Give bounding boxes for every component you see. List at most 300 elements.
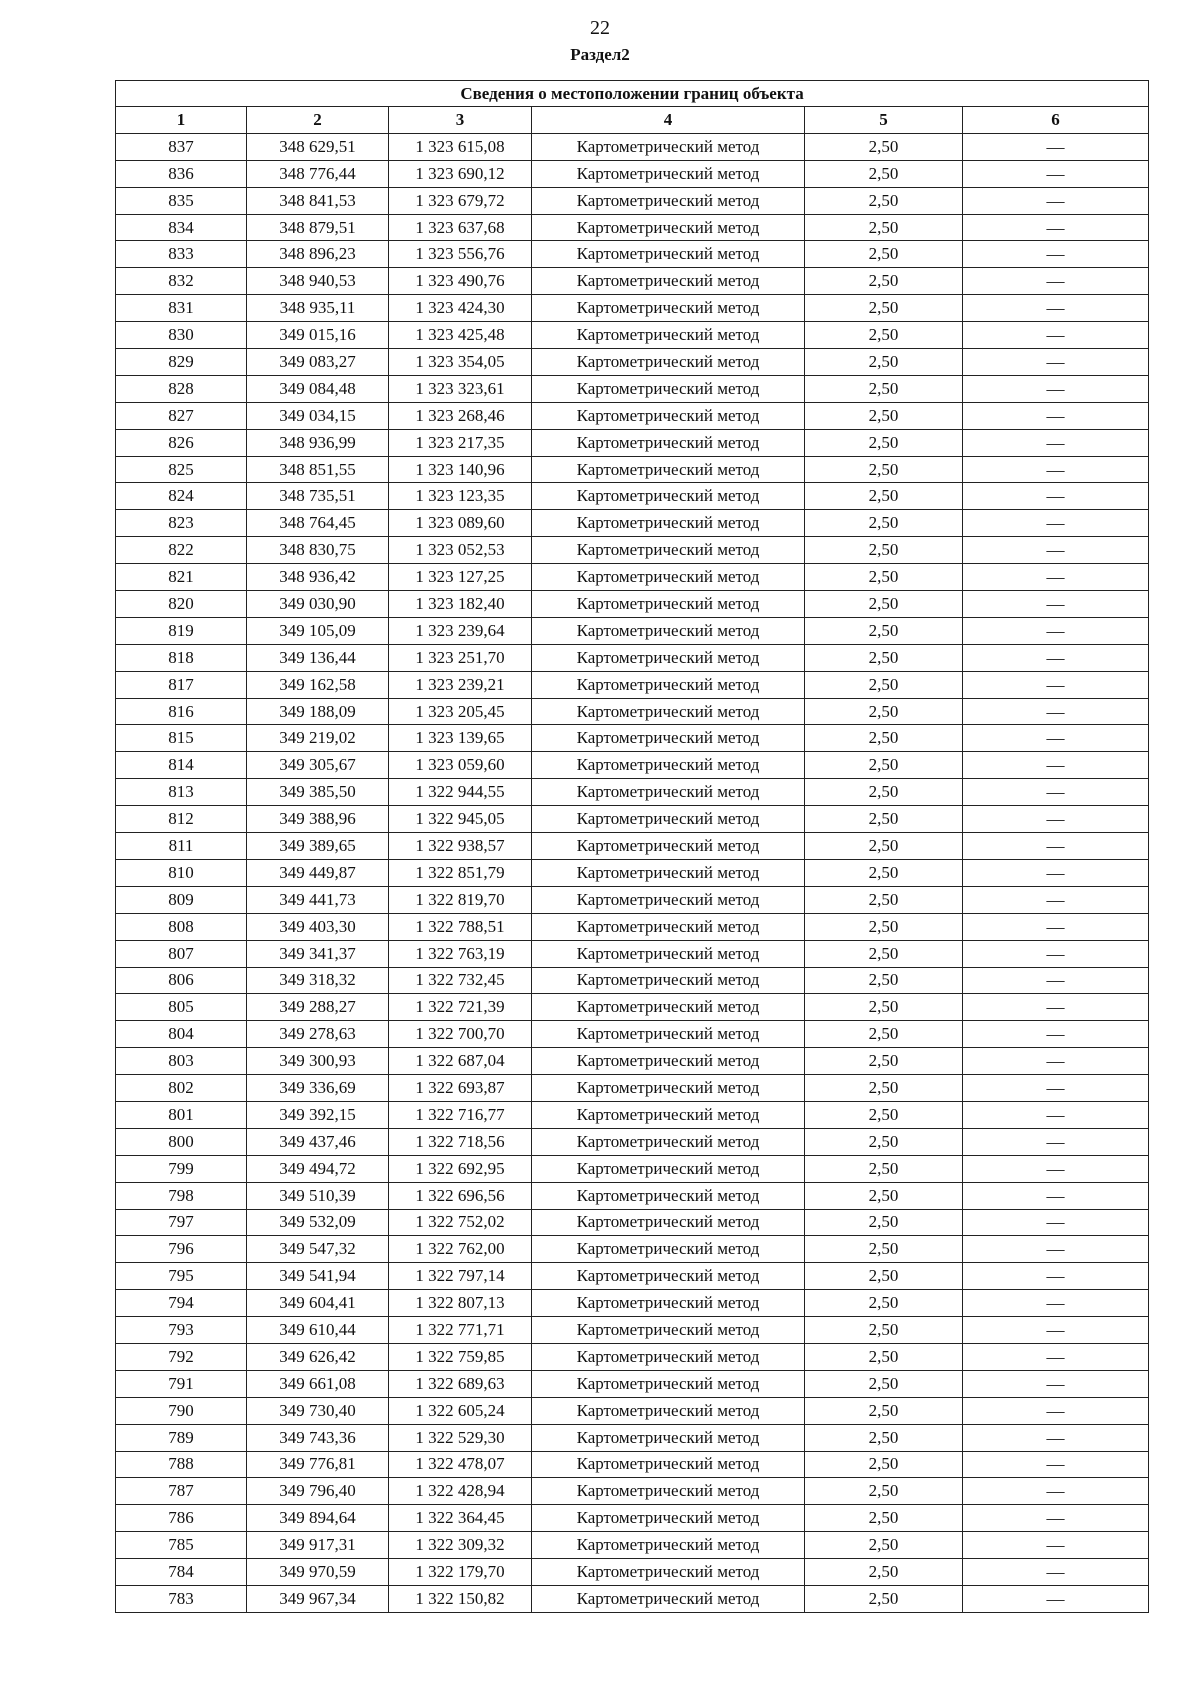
- coordinate-x-cell: 348 879,51: [247, 214, 389, 241]
- table-row: [116, 1397, 1149, 1424]
- coordinate-y-cell: 1 323 239,64: [389, 617, 532, 644]
- point-number-cell: 817: [116, 671, 247, 698]
- table-row: [116, 133, 1149, 160]
- accuracy-cell: 2,50: [805, 1532, 963, 1559]
- coordinate-y-cell: 1 323 239,21: [389, 671, 532, 698]
- method-cell: Картометрический метод: [532, 1182, 805, 1209]
- table-row: [116, 671, 1149, 698]
- coordinate-y-cell: 1 322 696,56: [389, 1182, 532, 1209]
- coordinate-y-cell: 1 323 089,60: [389, 510, 532, 537]
- table-row: [116, 1101, 1149, 1128]
- table-header-row: [116, 107, 1149, 134]
- column-header: 4: [532, 107, 805, 134]
- point-number-cell: 811: [116, 833, 247, 860]
- accuracy-cell: 2,50: [805, 967, 963, 994]
- coordinate-y-cell: 1 322 763,19: [389, 940, 532, 967]
- coordinate-y-cell: 1 322 700,70: [389, 1021, 532, 1048]
- accuracy-cell: 2,50: [805, 1424, 963, 1451]
- accuracy-cell: 2,50: [805, 564, 963, 591]
- accuracy-cell: 2,50: [805, 187, 963, 214]
- accuracy-cell: 2,50: [805, 752, 963, 779]
- description-cell: —: [963, 1128, 1149, 1155]
- method-cell: Картометрический метод: [532, 1451, 805, 1478]
- accuracy-cell: 2,50: [805, 1128, 963, 1155]
- coordinate-y-cell: 1 322 938,57: [389, 833, 532, 860]
- coordinate-x-cell: 349 894,64: [247, 1505, 389, 1532]
- description-cell: —: [963, 1075, 1149, 1102]
- method-cell: Картометрический метод: [532, 1048, 805, 1075]
- point-number-cell: 805: [116, 994, 247, 1021]
- coordinate-x-cell: 348 776,44: [247, 160, 389, 187]
- description-cell: —: [963, 322, 1149, 349]
- method-cell: Картометрический метод: [532, 591, 805, 618]
- method-cell: Картометрический метод: [532, 214, 805, 241]
- description-cell: —: [963, 1532, 1149, 1559]
- coordinate-x-cell: 349 403,30: [247, 913, 389, 940]
- point-number-cell: 816: [116, 698, 247, 725]
- coordinate-y-cell: 1 323 637,68: [389, 214, 532, 241]
- point-number-cell: 818: [116, 644, 247, 671]
- method-cell: Картометрический метод: [532, 671, 805, 698]
- accuracy-cell: 2,50: [805, 1209, 963, 1236]
- accuracy-cell: 2,50: [805, 1101, 963, 1128]
- table-row: [116, 349, 1149, 376]
- coordinate-y-cell: 1 323 127,25: [389, 564, 532, 591]
- description-cell: —: [963, 644, 1149, 671]
- description-cell: —: [963, 725, 1149, 752]
- coordinate-x-cell: 349 305,67: [247, 752, 389, 779]
- accuracy-cell: 2,50: [805, 537, 963, 564]
- accuracy-cell: 2,50: [805, 160, 963, 187]
- point-number-cell: 806: [116, 967, 247, 994]
- point-number-cell: 831: [116, 295, 247, 322]
- coordinate-x-cell: 348 851,55: [247, 456, 389, 483]
- table-row: [116, 940, 1149, 967]
- table-row: [116, 1370, 1149, 1397]
- method-cell: Картометрический метод: [532, 1532, 805, 1559]
- accuracy-cell: 2,50: [805, 510, 963, 537]
- point-number-cell: 833: [116, 241, 247, 268]
- coordinate-y-cell: 1 323 140,96: [389, 456, 532, 483]
- method-cell: Картометрический метод: [532, 1397, 805, 1424]
- method-cell: Картометрический метод: [532, 1317, 805, 1344]
- coordinate-x-cell: 348 841,53: [247, 187, 389, 214]
- coordinate-x-cell: 349 626,42: [247, 1343, 389, 1370]
- coordinate-y-cell: 1 323 059,60: [389, 752, 532, 779]
- table-row: [116, 833, 1149, 860]
- table-row: [116, 1343, 1149, 1370]
- coordinate-x-cell: 349 743,36: [247, 1424, 389, 1451]
- coordinate-x-cell: 349 532,09: [247, 1209, 389, 1236]
- coordinate-x-cell: 349 776,81: [247, 1451, 389, 1478]
- point-number-cell: 799: [116, 1155, 247, 1182]
- coordinate-y-cell: 1 322 693,87: [389, 1075, 532, 1102]
- coordinate-x-cell: 349 278,63: [247, 1021, 389, 1048]
- accuracy-cell: 2,50: [805, 671, 963, 698]
- point-number-cell: 830: [116, 322, 247, 349]
- method-cell: Картометрический метод: [532, 187, 805, 214]
- method-cell: Картометрический метод: [532, 564, 805, 591]
- point-number-cell: 789: [116, 1424, 247, 1451]
- coordinate-x-cell: 349 318,32: [247, 967, 389, 994]
- coordinate-y-cell: 1 322 605,24: [389, 1397, 532, 1424]
- coordinate-y-cell: 1 322 689,63: [389, 1370, 532, 1397]
- accuracy-cell: 2,50: [805, 214, 963, 241]
- accuracy-cell: 2,50: [805, 295, 963, 322]
- accuracy-cell: 2,50: [805, 913, 963, 940]
- coordinate-x-cell: 349 188,09: [247, 698, 389, 725]
- accuracy-cell: 2,50: [805, 456, 963, 483]
- table-row: [116, 967, 1149, 994]
- coordinate-y-cell: 1 322 150,82: [389, 1585, 532, 1612]
- table-row: [116, 1263, 1149, 1290]
- coordinate-y-cell: 1 322 944,55: [389, 779, 532, 806]
- method-cell: Картометрический метод: [532, 483, 805, 510]
- coordinate-x-cell: 349 162,58: [247, 671, 389, 698]
- table-row: [116, 187, 1149, 214]
- description-cell: —: [963, 1451, 1149, 1478]
- method-cell: Картометрический метод: [532, 913, 805, 940]
- point-number-cell: 790: [116, 1397, 247, 1424]
- coordinate-y-cell: 1 322 529,30: [389, 1424, 532, 1451]
- coordinate-x-cell: 349 494,72: [247, 1155, 389, 1182]
- method-cell: Картометрический метод: [532, 1585, 805, 1612]
- coordinate-y-cell: 1 323 323,61: [389, 375, 532, 402]
- point-number-cell: 786: [116, 1505, 247, 1532]
- table-row: [116, 913, 1149, 940]
- coordinate-x-cell: 349 083,27: [247, 349, 389, 376]
- point-number-cell: 821: [116, 564, 247, 591]
- table-row: [116, 1585, 1149, 1612]
- description-cell: —: [963, 1263, 1149, 1290]
- page-number: 22: [590, 17, 610, 39]
- method-cell: Картометрический метод: [532, 698, 805, 725]
- point-number-cell: 803: [116, 1048, 247, 1075]
- point-number-cell: 825: [116, 456, 247, 483]
- coordinate-x-cell: 349 385,50: [247, 779, 389, 806]
- table-row: [116, 1236, 1149, 1263]
- description-cell: —: [963, 1370, 1149, 1397]
- coordinate-y-cell: 1 322 718,56: [389, 1128, 532, 1155]
- description-cell: —: [963, 349, 1149, 376]
- coordinate-x-cell: 349 437,46: [247, 1128, 389, 1155]
- description-cell: —: [963, 940, 1149, 967]
- method-cell: Картометрический метод: [532, 1478, 805, 1505]
- coordinate-y-cell: 1 322 945,05: [389, 806, 532, 833]
- coordinate-x-cell: 349 015,16: [247, 322, 389, 349]
- table-row: [116, 1182, 1149, 1209]
- coordinate-y-cell: 1 322 797,14: [389, 1263, 532, 1290]
- table-row: [116, 295, 1149, 322]
- coordinate-x-cell: 349 547,32: [247, 1236, 389, 1263]
- table-row: [116, 1451, 1149, 1478]
- accuracy-cell: 2,50: [805, 133, 963, 160]
- column-header: 3: [389, 107, 532, 134]
- method-cell: Картометрический метод: [532, 859, 805, 886]
- coordinate-x-cell: 349 389,65: [247, 833, 389, 860]
- description-cell: —: [963, 537, 1149, 564]
- accuracy-cell: 2,50: [805, 1370, 963, 1397]
- description-cell: —: [963, 698, 1149, 725]
- description-cell: —: [963, 429, 1149, 456]
- description-cell: —: [963, 1290, 1149, 1317]
- accuracy-cell: 2,50: [805, 591, 963, 618]
- coordinate-x-cell: 348 935,11: [247, 295, 389, 322]
- point-number-cell: 815: [116, 725, 247, 752]
- method-cell: Картометрический метод: [532, 725, 805, 752]
- table-row: [116, 1559, 1149, 1586]
- coordinate-y-cell: 1 323 354,05: [389, 349, 532, 376]
- accuracy-cell: 2,50: [805, 994, 963, 1021]
- table-row: [116, 1505, 1149, 1532]
- coordinate-x-cell: 349 392,15: [247, 1101, 389, 1128]
- accuracy-cell: 2,50: [805, 349, 963, 376]
- accuracy-cell: 2,50: [805, 241, 963, 268]
- table-row: [116, 214, 1149, 241]
- point-number-cell: 797: [116, 1209, 247, 1236]
- description-cell: —: [963, 806, 1149, 833]
- method-cell: Картометрический метод: [532, 375, 805, 402]
- table-row: [116, 591, 1149, 618]
- table-row: [116, 859, 1149, 886]
- accuracy-cell: 2,50: [805, 1343, 963, 1370]
- coordinate-y-cell: 1 323 424,30: [389, 295, 532, 322]
- table-row: [116, 1021, 1149, 1048]
- accuracy-cell: 2,50: [805, 940, 963, 967]
- coordinate-x-cell: 349 034,15: [247, 402, 389, 429]
- method-cell: Картометрический метод: [532, 295, 805, 322]
- method-cell: Картометрический метод: [532, 1263, 805, 1290]
- accuracy-cell: 2,50: [805, 429, 963, 456]
- accuracy-cell: 2,50: [805, 402, 963, 429]
- coordinate-x-cell: 349 336,69: [247, 1075, 389, 1102]
- accuracy-cell: 2,50: [805, 375, 963, 402]
- method-cell: Картометрический метод: [532, 1021, 805, 1048]
- description-cell: —: [963, 133, 1149, 160]
- coordinate-y-cell: 1 323 182,40: [389, 591, 532, 618]
- coordinate-x-cell: 348 629,51: [247, 133, 389, 160]
- table-row: [116, 752, 1149, 779]
- method-cell: Картометрический метод: [532, 1370, 805, 1397]
- point-number-cell: 794: [116, 1290, 247, 1317]
- coordinate-y-cell: 1 322 807,13: [389, 1290, 532, 1317]
- coordinate-y-cell: 1 323 490,76: [389, 268, 532, 295]
- coordinate-x-cell: 348 940,53: [247, 268, 389, 295]
- coordinate-x-cell: 348 896,23: [247, 241, 389, 268]
- table-caption-row: [116, 81, 1149, 107]
- coordinate-y-cell: 1 323 690,12: [389, 160, 532, 187]
- table-row: [116, 241, 1149, 268]
- point-number-cell: 801: [116, 1101, 247, 1128]
- coordinate-x-cell: 349 388,96: [247, 806, 389, 833]
- description-cell: —: [963, 214, 1149, 241]
- accuracy-cell: 2,50: [805, 806, 963, 833]
- point-number-cell: 804: [116, 1021, 247, 1048]
- description-cell: —: [963, 752, 1149, 779]
- table-row: [116, 1317, 1149, 1344]
- accuracy-cell: 2,50: [805, 483, 963, 510]
- point-number-cell: 783: [116, 1585, 247, 1612]
- boundary-coordinates-table: [115, 80, 1149, 1613]
- table-row: [116, 1478, 1149, 1505]
- description-cell: —: [963, 1155, 1149, 1182]
- coordinate-y-cell: 1 323 615,08: [389, 133, 532, 160]
- accuracy-cell: 2,50: [805, 1290, 963, 1317]
- point-number-cell: 785: [116, 1532, 247, 1559]
- point-number-cell: 787: [116, 1478, 247, 1505]
- table-row: [116, 1290, 1149, 1317]
- point-number-cell: 793: [116, 1317, 247, 1344]
- description-cell: —: [963, 483, 1149, 510]
- coordinate-x-cell: 349 796,40: [247, 1478, 389, 1505]
- method-cell: Картометрический метод: [532, 644, 805, 671]
- description-cell: —: [963, 994, 1149, 1021]
- description-cell: —: [963, 1101, 1149, 1128]
- accuracy-cell: 2,50: [805, 1155, 963, 1182]
- method-cell: Картометрический метод: [532, 537, 805, 564]
- accuracy-cell: 2,50: [805, 617, 963, 644]
- description-cell: —: [963, 1424, 1149, 1451]
- coordinate-x-cell: 349 300,93: [247, 1048, 389, 1075]
- description-cell: —: [963, 375, 1149, 402]
- point-number-cell: 784: [116, 1559, 247, 1586]
- coordinate-y-cell: 1 322 428,94: [389, 1478, 532, 1505]
- point-number-cell: 807: [116, 940, 247, 967]
- coordinate-x-cell: 349 288,27: [247, 994, 389, 1021]
- coordinate-y-cell: 1 322 716,77: [389, 1101, 532, 1128]
- method-cell: Картометрический метод: [532, 1505, 805, 1532]
- table-row: [116, 698, 1149, 725]
- coordinate-y-cell: 1 322 788,51: [389, 913, 532, 940]
- method-cell: Картометрический метод: [532, 349, 805, 376]
- accuracy-cell: 2,50: [805, 698, 963, 725]
- accuracy-cell: 2,50: [805, 1585, 963, 1612]
- table-row: [116, 456, 1149, 483]
- method-cell: Картометрический метод: [532, 967, 805, 994]
- point-number-cell: 829: [116, 349, 247, 376]
- coordinate-x-cell: 348 936,42: [247, 564, 389, 591]
- table-row: [116, 1128, 1149, 1155]
- description-cell: —: [963, 1048, 1149, 1075]
- method-cell: Картометрический метод: [532, 940, 805, 967]
- accuracy-cell: 2,50: [805, 1317, 963, 1344]
- method-cell: Картометрический метод: [532, 1101, 805, 1128]
- method-cell: Картометрический метод: [532, 429, 805, 456]
- description-cell: —: [963, 510, 1149, 537]
- coordinate-y-cell: 1 322 364,45: [389, 1505, 532, 1532]
- accuracy-cell: 2,50: [805, 268, 963, 295]
- table-row: [116, 483, 1149, 510]
- table-row: [116, 886, 1149, 913]
- table-row: [116, 617, 1149, 644]
- table-row: [116, 510, 1149, 537]
- table-caption: Сведения о местоположении границ объекта: [116, 81, 1149, 107]
- method-cell: Картометрический метод: [532, 617, 805, 644]
- point-number-cell: 834: [116, 214, 247, 241]
- accuracy-cell: 2,50: [805, 1075, 963, 1102]
- method-cell: Картометрический метод: [532, 268, 805, 295]
- accuracy-cell: 2,50: [805, 1021, 963, 1048]
- coordinate-y-cell: 1 323 123,35: [389, 483, 532, 510]
- coordinate-x-cell: 349 084,48: [247, 375, 389, 402]
- point-number-cell: 795: [116, 1263, 247, 1290]
- method-cell: Картометрический метод: [532, 1290, 805, 1317]
- table-row: [116, 564, 1149, 591]
- table-row: [116, 1424, 1149, 1451]
- table-row: [116, 644, 1149, 671]
- description-cell: —: [963, 1559, 1149, 1586]
- coordinate-x-cell: 349 967,34: [247, 1585, 389, 1612]
- table-row: [116, 1048, 1149, 1075]
- coordinate-y-cell: 1 323 139,65: [389, 725, 532, 752]
- accuracy-cell: 2,50: [805, 1048, 963, 1075]
- point-number-cell: 822: [116, 537, 247, 564]
- point-number-cell: 788: [116, 1451, 247, 1478]
- table-body: [116, 133, 1149, 1612]
- coordinate-y-cell: 1 322 851,79: [389, 859, 532, 886]
- method-cell: Картометрический метод: [532, 241, 805, 268]
- coordinate-x-cell: 348 936,99: [247, 429, 389, 456]
- method-cell: Картометрический метод: [532, 1236, 805, 1263]
- method-cell: Картометрический метод: [532, 1155, 805, 1182]
- description-cell: —: [963, 886, 1149, 913]
- coordinate-x-cell: 348 764,45: [247, 510, 389, 537]
- coordinate-x-cell: 349 030,90: [247, 591, 389, 618]
- coordinate-y-cell: 1 322 309,32: [389, 1532, 532, 1559]
- description-cell: —: [963, 187, 1149, 214]
- accuracy-cell: 2,50: [805, 1236, 963, 1263]
- description-cell: —: [963, 160, 1149, 187]
- coordinate-x-cell: 349 219,02: [247, 725, 389, 752]
- point-number-cell: 814: [116, 752, 247, 779]
- coordinate-y-cell: 1 322 771,71: [389, 1317, 532, 1344]
- column-header: 1: [116, 107, 247, 134]
- point-number-cell: 824: [116, 483, 247, 510]
- description-cell: —: [963, 1343, 1149, 1370]
- coordinate-x-cell: 349 341,37: [247, 940, 389, 967]
- description-cell: —: [963, 1478, 1149, 1505]
- description-cell: —: [963, 779, 1149, 806]
- method-cell: Картометрический метод: [532, 1209, 805, 1236]
- coordinate-y-cell: 1 323 217,35: [389, 429, 532, 456]
- description-cell: —: [963, 1585, 1149, 1612]
- coordinate-y-cell: 1 322 721,39: [389, 994, 532, 1021]
- description-cell: —: [963, 1397, 1149, 1424]
- table-row: [116, 429, 1149, 456]
- description-cell: —: [963, 1209, 1149, 1236]
- description-cell: —: [963, 268, 1149, 295]
- point-number-cell: 823: [116, 510, 247, 537]
- description-cell: —: [963, 617, 1149, 644]
- method-cell: Картометрический метод: [532, 779, 805, 806]
- method-cell: Картометрический метод: [532, 994, 805, 1021]
- description-cell: —: [963, 913, 1149, 940]
- description-cell: —: [963, 1021, 1149, 1048]
- coordinate-x-cell: 349 970,59: [247, 1559, 389, 1586]
- description-cell: —: [963, 967, 1149, 994]
- point-number-cell: 792: [116, 1343, 247, 1370]
- coordinate-x-cell: 349 604,41: [247, 1290, 389, 1317]
- coordinate-x-cell: 349 510,39: [247, 1182, 389, 1209]
- point-number-cell: 810: [116, 859, 247, 886]
- accuracy-cell: 2,50: [805, 886, 963, 913]
- coordinate-y-cell: 1 323 556,76: [389, 241, 532, 268]
- point-number-cell: 812: [116, 806, 247, 833]
- accuracy-cell: 2,50: [805, 833, 963, 860]
- method-cell: Картометрический метод: [532, 1075, 805, 1102]
- accuracy-cell: 2,50: [805, 859, 963, 886]
- description-cell: —: [963, 591, 1149, 618]
